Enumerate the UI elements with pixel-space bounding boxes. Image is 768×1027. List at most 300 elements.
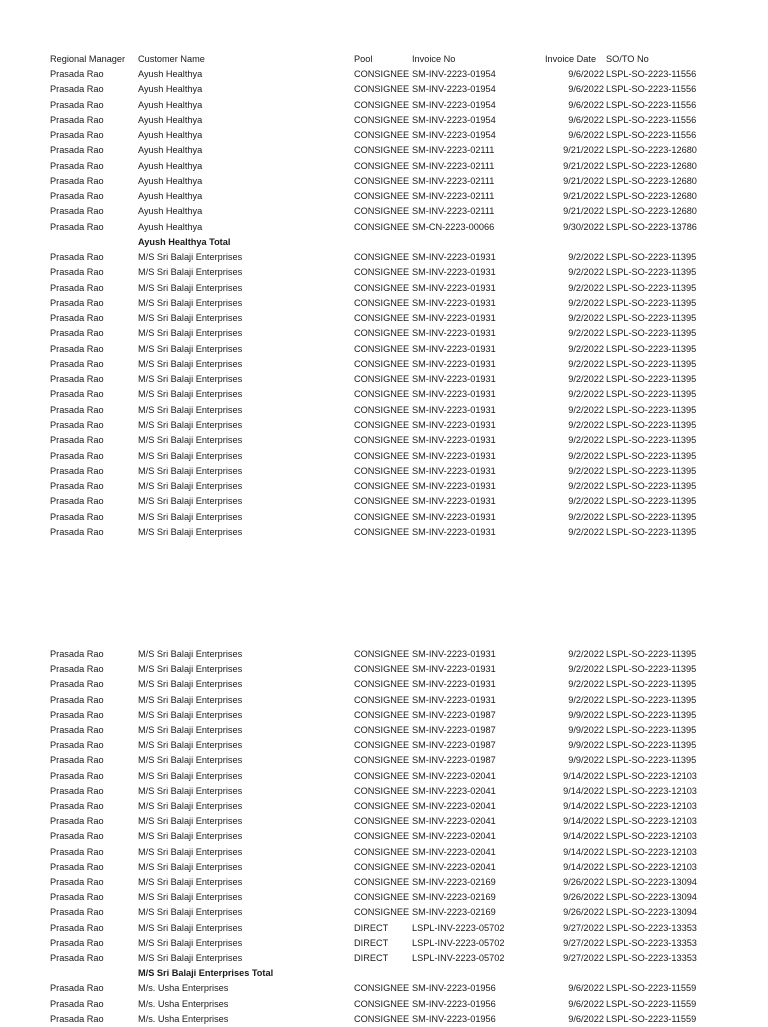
cell-regional-manager: Prasada Rao [50,114,104,125]
cell-regional-manager: Prasada Rao [50,892,104,903]
table-row [0,510,768,525]
cell-customer-name: Ayush Healthya [138,69,203,79]
cell-customer-name: M/S Sri Balaji Enterprises [138,907,243,918]
cell-regional-manager: Prasada Rao [50,953,104,963]
cell-pool: CONSIGNEE [354,496,410,507]
table-row [0,67,768,82]
cell-so-to-no: LSPL-SO-2223-13786 [606,221,697,232]
cell-invoice-no: SM-INV-2223-01931 [412,419,496,430]
cell-pool: CONSIGNEE [354,526,410,537]
cell-invoice-no: SM-INV-2223-01931 [412,465,496,476]
cell-so-to-no: LSPL-SO-2223-11395 [606,694,697,705]
table-row [0,372,768,387]
cell-customer-name: M/S Sri Balaji Enterprises [138,313,243,324]
table-row [0,860,768,875]
cell-invoice-date: 9/14/2022 [563,785,604,796]
cell-customer-name: M/S Sri Balaji Enterprises [138,770,243,781]
cell-so-to-no: LSPL-SO-2223-11395 [606,679,697,690]
cell-invoice-no: SM-INV-2223-01931 [412,679,496,690]
cell-regional-manager: Prasada Rao [50,465,104,476]
table-row [0,784,768,799]
cell-invoice-no: SM-INV-2223-01931 [412,313,496,324]
cell-invoice-no: SM-INV-2223-01987 [412,709,496,720]
cell-customer-name: Ayush Healthya Total [138,236,231,247]
cell-customer-name: M/S Sri Balaji Enterprises [138,435,243,446]
cell-invoice-no: SM-INV-2223-01931 [412,282,496,293]
table-row [0,159,768,174]
cell-regional-manager: Prasada Rao [50,389,104,400]
header-invoice-date: Invoice Date [545,54,597,64]
cell-pool: CONSIGNEE [354,419,410,430]
cell-so-to-no: LSPL-SO-2223-11395 [606,465,697,476]
cell-invoice-no: SM-INV-2223-02169 [412,907,496,918]
cell-pool: CONSIGNEE [354,983,410,994]
cell-invoice-no: SM-INV-2223-01954 [412,130,496,141]
cell-customer-name: Ayush Healthya [138,99,203,110]
cell-invoice-no: SM-INV-2223-01931 [412,649,496,659]
cell-invoice-no: SM-INV-2223-01954 [412,84,496,95]
cell-so-to-no: LSPL-SO-2223-13094 [606,877,697,887]
cell-invoice-date: 9/2/2022 [568,649,604,659]
cell-regional-manager: Prasada Rao [50,755,104,766]
cell-pool: CONSIGNEE [354,831,410,842]
cell-regional-manager: Prasada Rao [50,282,104,293]
cell-invoice-date: 9/27/2022 [563,937,604,948]
cell-so-to-no: LSPL-SO-2223-13353 [606,922,697,933]
cell-invoice-date: 9/14/2022 [563,770,604,781]
cell-pool: CONSIGNEE [354,69,410,79]
cell-pool: CONSIGNEE [354,709,410,720]
cell-pool: CONSIGNEE [354,998,410,1009]
cell-invoice-date: 9/26/2022 [563,907,604,918]
table-row [0,936,768,951]
table-row [0,708,768,723]
table-row [0,845,768,860]
cell-invoice-date: 9/9/2022 [568,725,604,735]
cell-so-to-no: LSPL-SO-2223-11559 [606,998,697,1009]
cell-pool: CONSIGNEE [354,664,410,675]
cell-so-to-no: LSPL-SO-2223-11556 [606,130,697,141]
cell-invoice-no: SM-INV-2223-01931 [412,389,496,400]
cell-so-to-no: LSPL-SO-2223-11556 [606,69,697,79]
cell-regional-manager: Prasada Rao [50,267,104,278]
cell-customer-name: M/S Sri Balaji Enterprises [138,465,243,476]
cell-so-to-no: LSPL-SO-2223-13094 [606,892,697,903]
cell-regional-manager: Prasada Rao [50,358,104,369]
cell-invoice-date: 9/2/2022 [568,694,604,705]
cell-so-to-no: LSPL-SO-2223-11395 [606,282,697,293]
cell-invoice-date: 9/21/2022 [563,175,604,186]
cell-invoice-date: 9/2/2022 [568,374,604,385]
cell-customer-name: M/S Sri Balaji Enterprises [138,358,243,369]
cell-pool: CONSIGNEE [354,313,410,324]
table-row [0,951,768,966]
cell-regional-manager: Prasada Rao [50,937,104,948]
cell-so-to-no: LSPL-SO-2223-11556 [606,114,697,125]
table-row [0,387,768,402]
cell-invoice-date: 9/9/2022 [568,740,604,751]
cell-invoice-no: SM-INV-2223-01931 [412,267,496,278]
cell-customer-name: Ayush Healthya [138,206,203,217]
cell-customer-name: Ayush Healthya [138,160,203,171]
header-invoice-no: Invoice No [412,54,456,64]
cell-regional-manager: Prasada Rao [50,725,104,735]
cell-pool: CONSIGNEE [354,206,410,217]
cell-so-to-no: LSPL-SO-2223-13094 [606,907,697,918]
cell-regional-manager: Prasada Rao [50,435,104,446]
cell-pool: CONSIGNEE [354,785,410,796]
cell-invoice-date: 9/2/2022 [568,450,604,461]
cell-so-to-no: LSPL-SO-2223-11395 [606,374,697,385]
cell-invoice-date: 9/2/2022 [568,252,604,263]
table-row [0,174,768,189]
cell-pool: DIRECT [354,937,389,948]
cell-pool: CONSIGNEE [354,84,410,95]
cell-invoice-no: SM-INV-2223-02041 [412,816,496,827]
cell-customer-name: M/s. Usha Enterprises [138,1013,229,1024]
cell-regional-manager: Prasada Rao [50,679,104,690]
cell-invoice-date: 9/2/2022 [568,267,604,278]
cell-so-to-no: LSPL-SO-2223-11395 [606,328,697,339]
cell-regional-manager: Prasada Rao [50,252,104,263]
cell-invoice-no: SM-INV-2223-02111 [412,145,495,156]
cell-so-to-no: LSPL-SO-2223-11556 [606,99,697,110]
cell-invoice-no: SM-INV-2223-01931 [412,496,496,507]
cell-pool: CONSIGNEE [354,511,410,522]
cell-customer-name: M/S Sri Balaji Enterprises [138,496,243,507]
cell-invoice-no: SM-INV-2223-01956 [412,998,496,1009]
cell-pool: CONSIGNEE [354,404,410,415]
cell-pool: CONSIGNEE [354,1013,410,1024]
table-row [0,753,768,768]
cell-regional-manager: Prasada Rao [50,1013,104,1024]
table-row [0,723,768,738]
cell-pool: CONSIGNEE [354,374,410,385]
cell-regional-manager: Prasada Rao [50,145,104,156]
cell-pool: CONSIGNEE [354,770,410,781]
cell-invoice-date: 9/2/2022 [568,328,604,339]
cell-so-to-no: LSPL-SO-2223-12103 [606,831,697,842]
cell-so-to-no: LSPL-SO-2223-11395 [606,709,697,720]
cell-so-to-no: LSPL-SO-2223-13353 [606,953,697,963]
table-row [0,449,768,464]
table-row [0,311,768,326]
cell-regional-manager: Prasada Rao [50,496,104,507]
cell-regional-manager: Prasada Rao [50,328,104,339]
cell-invoice-no: SM-INV-2223-01931 [412,404,496,415]
header-pool: Pool [354,54,373,64]
table-row [0,281,768,296]
cell-invoice-no: SM-INV-2223-01931 [412,694,496,705]
cell-pool: CONSIGNEE [354,907,410,918]
cell-pool: CONSIGNEE [354,99,410,110]
table-row [0,357,768,372]
cell-customer-name: M/S Sri Balaji Enterprises [138,481,243,492]
cell-invoice-no: SM-INV-2223-01931 [412,374,496,385]
cell-invoice-date: 9/14/2022 [563,831,604,842]
table-row [0,204,768,219]
cell-invoice-date: 9/2/2022 [568,664,604,675]
table-row [0,464,768,479]
cell-pool: CONSIGNEE [354,755,410,766]
table-row [0,326,768,341]
cell-so-to-no: LSPL-SO-2223-11395 [606,450,697,461]
cell-customer-name: M/S Sri Balaji Enterprises [138,877,243,887]
cell-so-to-no: LSPL-SO-2223-11395 [606,481,697,492]
cell-invoice-date: 9/27/2022 [563,953,604,963]
cell-regional-manager: Prasada Rao [50,419,104,430]
cell-customer-name: Ayush Healthya [138,114,203,125]
cell-pool: CONSIGNEE [354,846,410,857]
cell-customer-name: M/S Sri Balaji Enterprises [138,725,243,735]
cell-invoice-date: 9/2/2022 [568,313,604,324]
cell-invoice-no: SM-INV-2223-02169 [412,877,496,887]
cell-regional-manager: Prasada Rao [50,221,104,232]
cell-pool: CONSIGNEE [354,160,410,171]
cell-invoice-date: 9/2/2022 [568,389,604,400]
cell-regional-manager: Prasada Rao [50,99,104,110]
cell-regional-manager: Prasada Rao [50,983,104,994]
cell-customer-name: M/S Sri Balaji Enterprises [138,953,243,963]
cell-regional-manager: Prasada Rao [50,816,104,827]
cell-invoice-date: 9/9/2022 [568,755,604,766]
cell-so-to-no: LSPL-SO-2223-11395 [606,419,697,430]
table-row [0,814,768,829]
table-row [0,143,768,158]
cell-customer-name: Ayush Healthya [138,221,203,232]
cell-customer-name: M/S Sri Balaji Enterprises [138,511,243,522]
cell-invoice-no: SM-INV-2223-01931 [412,297,496,308]
cell-customer-name: Ayush Healthya [138,175,203,186]
cell-invoice-date: 9/2/2022 [568,679,604,690]
cell-regional-manager: Prasada Rao [50,831,104,842]
cell-regional-manager: Prasada Rao [50,404,104,415]
cell-so-to-no: LSPL-SO-2223-11395 [606,664,697,675]
cell-regional-manager: Prasada Rao [50,297,104,308]
header-regional-manager: Regional Manager [50,54,126,64]
cell-invoice-date: 9/6/2022 [568,983,604,994]
cell-invoice-date: 9/2/2022 [568,404,604,415]
cell-regional-manager: Prasada Rao [50,801,104,811]
cell-customer-name: M/S Sri Balaji Enterprises [138,740,243,751]
cell-customer-name: Ayush Healthya [138,130,203,141]
cell-regional-manager: Prasada Rao [50,313,104,324]
cell-pool: CONSIGNEE [354,740,410,751]
cell-customer-name: M/S Sri Balaji Enterprises [138,861,243,872]
cell-regional-manager: Prasada Rao [50,664,104,675]
cell-invoice-date: 9/21/2022 [563,206,604,217]
cell-invoice-date: 9/2/2022 [568,297,604,308]
table-row [0,296,768,311]
cell-customer-name: M/S Sri Balaji Enterprises [138,389,243,400]
cell-so-to-no: LSPL-SO-2223-11395 [606,358,697,369]
cell-so-to-no: LSPL-SO-2223-12680 [606,206,697,217]
cell-invoice-date: 9/21/2022 [563,191,604,202]
cell-customer-name: M/S Sri Balaji Enterprises [138,937,243,948]
table-row [0,265,768,280]
table-row [0,250,768,265]
cell-invoice-no: SM-INV-2223-02041 [412,831,496,842]
cell-pool: CONSIGNEE [354,816,410,827]
cell-regional-manager: Prasada Rao [50,450,104,461]
table-row [0,403,768,418]
subtotal-row [0,235,768,250]
cell-invoice-no: SM-INV-2223-01931 [412,481,496,492]
cell-invoice-no: SM-INV-2223-02169 [412,892,496,903]
cell-customer-name: M/S Sri Balaji Enterprises [138,892,243,903]
cell-customer-name: M/S Sri Balaji Enterprises [138,404,243,415]
cell-invoice-no: SM-INV-2223-01954 [412,114,496,125]
cell-so-to-no: LSPL-SO-2223-11559 [606,1013,697,1024]
cell-so-to-no: LSPL-SO-2223-11395 [606,649,697,659]
cell-invoice-no: SM-INV-2223-02041 [412,801,496,811]
cell-invoice-no: SM-INV-2223-02111 [412,206,495,217]
cell-so-to-no: LSPL-SO-2223-11395 [606,740,697,751]
cell-invoice-no: SM-INV-2223-02041 [412,770,496,781]
cell-regional-manager: Prasada Rao [50,374,104,385]
cell-customer-name: M/S Sri Balaji Enterprises [138,801,243,811]
cell-invoice-no: SM-INV-2223-01931 [412,450,496,461]
cell-invoice-no: SM-INV-2223-01931 [412,343,496,354]
cell-invoice-date: 9/6/2022 [568,998,604,1009]
table-row [0,693,768,708]
cell-pool: CONSIGNEE [354,252,410,263]
cell-customer-name: M/s. Usha Enterprises [138,983,229,994]
cell-pool: CONSIGNEE [354,725,410,735]
cell-invoice-no: LSPL-INV-2223-05702 [412,937,505,948]
cell-so-to-no: LSPL-SO-2223-12680 [606,145,697,156]
cell-customer-name: M/S Sri Balaji Enterprises [138,679,243,690]
cell-customer-name: M/S Sri Balaji Enterprises [138,831,243,842]
cell-so-to-no: LSPL-SO-2223-11395 [606,252,697,263]
cell-invoice-date: 9/2/2022 [568,435,604,446]
table-row [0,1012,768,1027]
cell-so-to-no: LSPL-SO-2223-12103 [606,770,697,781]
table-row [0,981,768,996]
cell-so-to-no: LSPL-SO-2223-11395 [606,725,697,735]
table-row [0,220,768,235]
cell-invoice-date: 9/21/2022 [563,160,604,171]
cell-regional-manager: Prasada Rao [50,709,104,720]
cell-customer-name: M/S Sri Balaji Enterprises [138,282,243,293]
table-row [0,647,768,662]
cell-customer-name: M/S Sri Balaji Enterprises [138,785,243,796]
cell-invoice-no: SM-INV-2223-02111 [412,191,495,202]
cell-customer-name: M/S Sri Balaji Enterprises [138,755,243,766]
cell-regional-manager: Prasada Rao [50,694,104,705]
cell-customer-name: M/S Sri Balaji Enterprises [138,664,243,675]
cell-regional-manager: Prasada Rao [50,511,104,522]
cell-regional-manager: Prasada Rao [50,160,104,171]
cell-customer-name: M/S Sri Balaji Enterprises [138,846,243,857]
cell-customer-name: M/S Sri Balaji Enterprises [138,297,243,308]
table-row [0,128,768,143]
cell-regional-manager: Prasada Rao [50,481,104,492]
cell-customer-name: M/S Sri Balaji Enterprises [138,450,243,461]
table-row [0,494,768,509]
cell-invoice-date: 9/9/2022 [568,709,604,720]
cell-pool: CONSIGNEE [354,892,410,903]
cell-customer-name: M/s. Usha Enterprises [138,998,229,1009]
cell-pool: CONSIGNEE [354,389,410,400]
cell-pool: CONSIGNEE [354,861,410,872]
table-row [0,769,768,784]
header-customer-name: Customer Name [138,54,205,64]
cell-so-to-no: LSPL-SO-2223-11395 [606,297,697,308]
cell-so-to-no: LSPL-SO-2223-11395 [606,389,697,400]
cell-customer-name: M/S Sri Balaji Enterprises [138,267,243,278]
cell-pool: CONSIGNEE [354,435,410,446]
cell-customer-name: M/S Sri Balaji Enterprises Total [138,968,274,979]
cell-regional-manager: Prasada Rao [50,206,104,217]
cell-invoice-no: SM-INV-2223-01987 [412,740,496,751]
cell-so-to-no: LSPL-SO-2223-11395 [606,313,697,324]
cell-so-to-no: LSPL-SO-2223-12103 [606,785,697,796]
subtotal-row [0,966,768,981]
cell-pool: CONSIGNEE [354,191,410,202]
cell-invoice-date: 9/2/2022 [568,358,604,369]
cell-regional-manager: Prasada Rao [50,343,104,354]
cell-pool: CONSIGNEE [354,328,410,339]
table-row [0,98,768,113]
cell-invoice-no: SM-INV-2223-02041 [412,785,496,796]
cell-invoice-no: SM-INV-2223-01956 [412,1013,496,1024]
cell-pool: CONSIGNEE [354,145,410,156]
cell-invoice-date: 9/6/2022 [568,1013,604,1024]
cell-customer-name: Ayush Healthya [138,84,203,95]
cell-so-to-no: LSPL-SO-2223-12680 [606,175,697,186]
cell-pool: CONSIGNEE [354,694,410,705]
cell-invoice-date: 9/2/2022 [568,481,604,492]
cell-so-to-no: LSPL-SO-2223-11395 [606,435,697,446]
cell-invoice-no: SM-INV-2223-01987 [412,755,496,766]
cell-customer-name: M/S Sri Balaji Enterprises [138,374,243,385]
cell-so-to-no: LSPL-SO-2223-11556 [606,84,697,95]
cell-pool: DIRECT [354,953,389,963]
cell-so-to-no: LSPL-SO-2223-12680 [606,160,697,171]
cell-invoice-date: 9/21/2022 [563,145,604,156]
cell-pool: CONSIGNEE [354,221,410,232]
table-row [0,433,768,448]
table-row [0,662,768,677]
cell-invoice-no: SM-INV-2223-01931 [412,328,496,339]
cell-pool: CONSIGNEE [354,282,410,293]
cell-customer-name: M/S Sri Balaji Enterprises [138,709,243,720]
cell-invoice-date: 9/26/2022 [563,877,604,887]
cell-pool: CONSIGNEE [354,465,410,476]
cell-invoice-no: SM-INV-2223-01931 [412,664,496,675]
cell-so-to-no: LSPL-SO-2223-12103 [606,816,697,827]
cell-pool: CONSIGNEE [354,649,410,659]
cell-pool: CONSIGNEE [354,481,410,492]
cell-regional-manager: Prasada Rao [50,785,104,796]
cell-so-to-no: LSPL-SO-2223-12103 [606,846,697,857]
cell-invoice-no: SM-INV-2223-01931 [412,358,496,369]
table-row [0,921,768,936]
cell-pool: CONSIGNEE [354,297,410,308]
cell-invoice-date: 9/6/2022 [568,84,604,95]
table-row [0,418,768,433]
cell-regional-manager: Prasada Rao [50,922,104,933]
cell-pool: CONSIGNEE [354,877,410,887]
cell-pool: CONSIGNEE [354,267,410,278]
table-row [0,342,768,357]
cell-regional-manager: Prasada Rao [50,84,104,95]
cell-regional-manager: Prasada Rao [50,191,104,202]
cell-invoice-no: SM-INV-2223-01931 [412,252,496,263]
cell-pool: CONSIGNEE [354,679,410,690]
cell-regional-manager: Prasada Rao [50,740,104,751]
